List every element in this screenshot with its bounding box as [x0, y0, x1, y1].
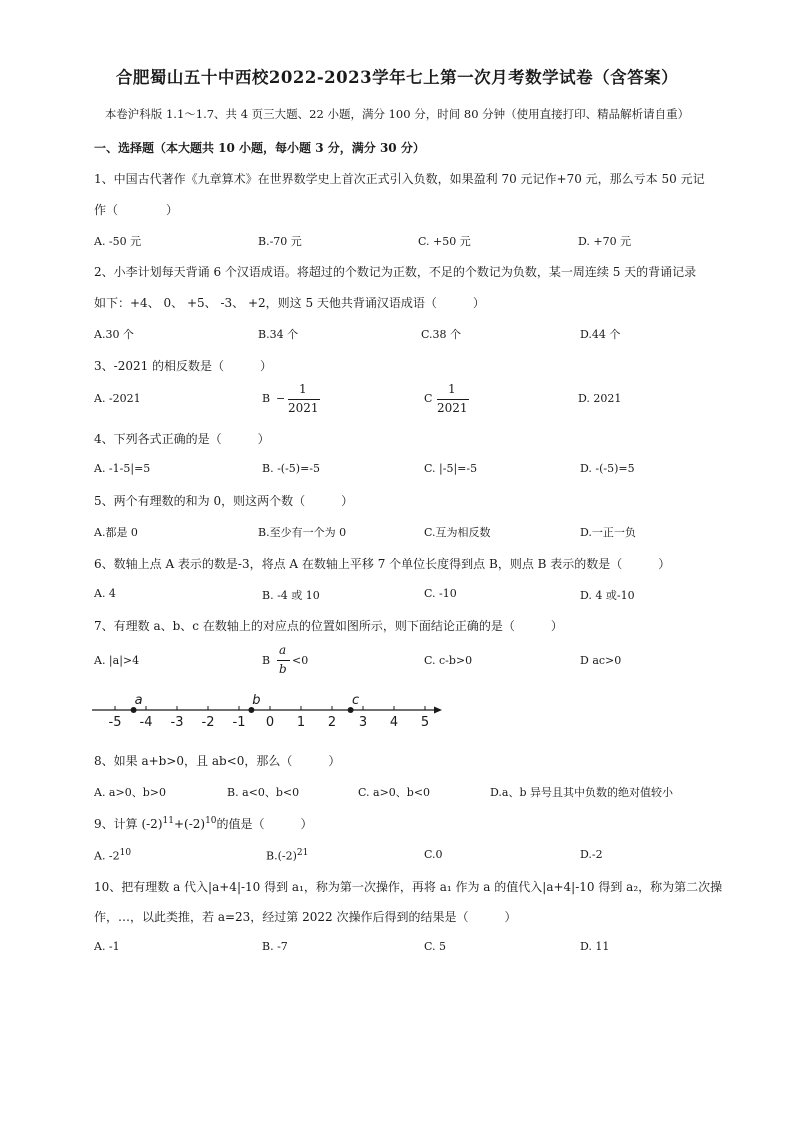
number-line-tick-label: 0	[265, 715, 275, 730]
q8-text: 8、如果 a+b>0，且 ab<0，那么（ ）	[94, 754, 341, 768]
q6-option-c: C. -10	[424, 587, 457, 600]
number-line-tick-label: -4	[139, 715, 153, 730]
q3-option-c-fraction	[437, 382, 469, 418]
exam-subtitle: 本卷沪科版 1.1～1.7、共 4 页三大题、22 小题，满分 100 分，时间 80 分钟（使用直接打印、精品解析请自重）	[104, 107, 690, 121]
q3-option-c-numerator: 1	[448, 382, 456, 396]
q9-option-a-exponent: 10	[119, 848, 132, 858]
q3-option-b-numerator: 1	[299, 382, 307, 396]
q6-text: 6、数轴上点 A 表示的数是-3，将点 A 在数轴上平移 7 个单位长度得到点 B，则点 B 表示的数是（ ）	[94, 557, 671, 571]
q5-option-a: A.都是 0	[94, 526, 138, 539]
q9-option-b-exponent: 21	[296, 848, 309, 858]
number-line-tick-label: 3	[358, 715, 368, 730]
q6-option-b: B. -4 或 10	[262, 589, 320, 602]
q2-option-a: A.30 个	[94, 328, 134, 341]
q9-option-c: C.0	[424, 848, 443, 861]
q9-text	[94, 815, 313, 832]
q1-option-c: C. +50 元	[418, 235, 471, 248]
q10-text: 10、把有理数 a 代入|a+4|-10 得到 a₁，称为第一次操作，再将 a₁ 作为 a 的值代入|a+4|-10 得到 a₂，称为第二次操	[94, 880, 723, 894]
q5-option-c: C.互为相反数	[424, 526, 491, 539]
q10-text-cont: 作，…，以此类推，若 a=23，经过第 2022 次操作后得到的结果是（ ）	[94, 910, 517, 924]
q6-option-d: D. 4 或-10	[580, 589, 635, 602]
q2-option-d: D.44 个	[580, 328, 621, 341]
q1-text: 1、中国古代著作《九章算术》在世界数学史上首次正式引入负数，如果盈利 70 元记作+70 元，那么亏本 50 元记	[94, 172, 705, 186]
q8-option-b: B. a<0、b<0	[227, 786, 300, 799]
number-line-tick-label: 2	[327, 715, 337, 730]
fraction-bar	[288, 399, 320, 400]
q7-option-b-fraction	[277, 643, 291, 679]
number-line-figure	[90, 688, 450, 733]
q8-option-a: A. a>0、b>0	[94, 786, 166, 799]
fraction-bar	[277, 660, 290, 661]
number-line-point-label-b: b	[252, 693, 261, 708]
q2-option-b: B.34 个	[258, 328, 299, 341]
number-line-tick-label: 1	[296, 715, 306, 730]
q1-option-a: A. -50 元	[94, 235, 142, 248]
q7-option-a: A. |a|>4	[94, 654, 140, 667]
q7-option-b-denominator: b	[279, 662, 287, 676]
q4-option-c: C. |-5|=-5	[424, 462, 478, 475]
number-line-tick-label: -2	[201, 715, 215, 730]
q7-option-b-numerator: a	[279, 643, 287, 657]
q7-text: 7、有理数 a、b、c 在数轴上的对应点的位置如图所示，则下面结论正确的是（ ）	[94, 619, 563, 633]
q10-option-a: A. -1	[94, 940, 120, 953]
q2-option-c: C.38 个	[421, 328, 462, 341]
q3-option-c-denominator: 2021	[437, 401, 468, 415]
q3-option-a: A. -2021	[94, 392, 141, 405]
q9-option-b-base: B.(-2)	[266, 849, 297, 863]
q9-option-a	[94, 848, 131, 863]
number-line-tick-label: 5	[420, 715, 430, 730]
q8-option-c: C. a>0、b<0	[358, 786, 431, 799]
q10-option-d: D. 11	[580, 940, 610, 953]
q9-option-a-base: A. -2	[94, 849, 120, 863]
q1-option-d: D. +70 元	[578, 235, 632, 248]
q3-option-d: D. 2021	[578, 392, 622, 405]
q9-text-part3: 的值是（ ）	[216, 817, 313, 831]
number-line-tick-label: -5	[108, 715, 122, 730]
q4-option-b: B. -(-5)=-5	[262, 462, 321, 475]
q7-option-d: D ac>0	[580, 654, 622, 667]
q2-text-cont: 如下：+4、 0、 +5、 -3、 +2，则这 5 天他共背诵汉语成语（ ）	[94, 296, 485, 310]
q7-option-b-label: B	[262, 654, 271, 667]
q3-option-c-label: C	[424, 392, 433, 405]
q9-text-part1: 9、计算 (-2)	[94, 817, 163, 831]
q9-exponent-11: 11	[162, 816, 174, 826]
q10-option-b: B. -7	[262, 940, 288, 953]
q3-option-b-fraction	[288, 382, 320, 418]
q5-option-d: D.一正一负	[580, 526, 636, 539]
q8-option-d: D.a、b 异号且其中负数的绝对值较小	[490, 786, 674, 799]
section-heading: 一、选择题（本大题共 10 小题，每小题 3 分，满分 30 分）	[94, 141, 425, 155]
q10-option-c: C. 5	[424, 940, 447, 953]
number-line-tick-label: -3	[170, 715, 184, 730]
exam-title: 合肥蜀山五十中西校2022-2023学年七上第一次月考数学试卷（含答案）	[115, 68, 679, 87]
q3-option-b-label: B	[262, 392, 271, 405]
q6-option-a: A. 4	[94, 587, 116, 600]
fraction-bar	[437, 399, 469, 400]
number-line-tick-label: 4	[389, 715, 399, 730]
q9-option-b	[266, 848, 308, 863]
q5-option-b: B.至少有一个为 0	[258, 526, 347, 539]
q1-text-cont: 作（ ）	[94, 203, 179, 217]
q9-exponent-10: 10	[205, 816, 217, 826]
q3-option-b-sign: −	[276, 392, 286, 405]
q9-option-d: D.-2	[580, 848, 603, 861]
q7-option-b-suffix: <0	[292, 654, 309, 667]
q1-option-b: B.-70 元	[258, 235, 302, 248]
q7-option-c: C. c-b>0	[424, 654, 473, 667]
number-line-tick-label: -1	[232, 715, 246, 730]
q2-text: 2、小李计划每天背诵 6 个汉语成语。将超过的个数记为正数，不足的个数记为负数，某一周连续 5 天的背诵记录	[94, 265, 697, 279]
q3-option-b-denominator: 2021	[288, 401, 319, 415]
q9-text-part2: +(-2)	[173, 817, 206, 831]
q4-option-d: D. -(-5)=5	[580, 462, 635, 475]
q3-text: 3、-2021 的相反数是（ ）	[94, 359, 273, 373]
q4-text: 4、下列各式正确的是（ ）	[94, 432, 270, 446]
q4-option-a: A. -1-5|=5	[94, 462, 151, 475]
q5-text: 5、两个有理数的和为 0，则这两个数（ ）	[94, 494, 354, 508]
number-line-point-label-a: a	[134, 693, 143, 708]
arrow-right-icon	[434, 707, 442, 714]
number-line-point-label-c: c	[352, 693, 360, 708]
